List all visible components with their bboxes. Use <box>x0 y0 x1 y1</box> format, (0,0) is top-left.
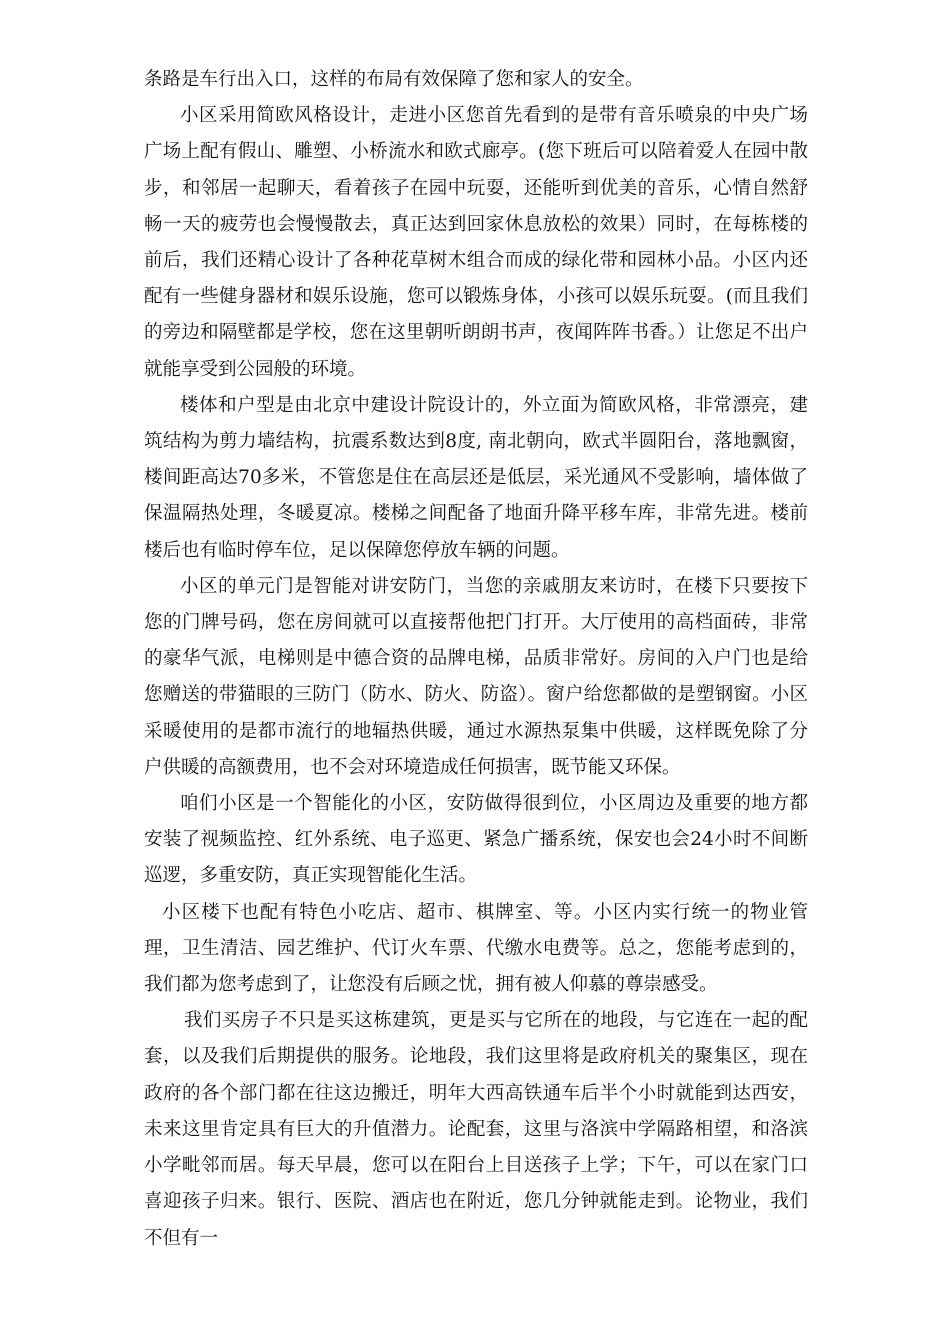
paragraph-building-structure: 楼体和户型是由北京中建设计院设计的，外立面为简欧风格，非常漂亮，建筑结构为剪力墙结构，抗震系数达到8度, 南北朝向，欧式半圆阳台，落地飘窗，楼间距高达70多米，不管您是住在高层还是低层，采光通风不受影响，墙体做了保温隔热处理，冬暖夏凉。楼梯之间配备了地面升降平移车库，非常先进。楼前楼后也有临时停车位，足以保障您停放车辆的问题。 <box>144 394 808 561</box>
paragraph-unit-door-facilities: 小区的单元门是智能对讲安防门，当您的亲戚朋友来访时，在楼下只要按下您的门牌号码，您在房间就可以直接帮他把门打开。大厅使用的高档面砖，非常的豪华气派，电梯则是中德合资的品牌电梯，品质非常好。房间的入户门也是给您赠送的带猫眼的三防门（防水、防火、防盗）。窗户给您都做的是塑钢窗。小区采暖使用的是都市流行的地辐热供暖，通过水源热泵集中供暖，这样既免除了分户供暖的高额费用，也不会对环境造成任何损害，既节能又环保。 <box>144 575 808 778</box>
paragraph-landscape-design: 小区采用简欧风格设计，走进小区您首先看到的是带有音乐喷泉的中央广场广场上配有假山、雕塑、小桥流水和欧式廊亭。(您下班后可以陪着爱人在园中散步，和邻居一起聊天，看着孩子在园中玩耍，还能听到优美的音乐，心情自然舒畅一天的疲劳也会慢慢散去，真正达到回家休息放松的效果）同时，在每栋楼的前后，我们还精心设计了各种花草树木组合而成的绿化带和园林小品。小区内还配有一些健身器材和娱乐设施，您可以锻炼身体，小孩可以娱乐玩耍。(而且我们的旁边和隔壁都是学校，您在这里朝听朗朗书声，夜闻阵阵书香。）让您足不出户就能享受到公园般的环境。 <box>144 105 808 380</box>
document-body <box>144 62 808 1257</box>
paragraph-smart-security: 咱们小区是一个智能化的小区，安防做得很到位，小区周边及重要的地方都安装了视频监控、红外系统、电子巡更、紧急广播系统，保安也会24小时不间断巡逻，多重安防，真正实现智能化生活。 <box>144 793 808 887</box>
paragraph-property-services: 小区楼下也配有特色小吃店、超市、棋牌室、等。小区内实行统一的物业管理，卫生清洁、园艺维护、代订火车票、代缴水电费等。总之，您能考虑到的，我们都为您考虑到了，让您没有后顾之忧，拥有被人仰慕的尊崇感受。 <box>144 901 808 996</box>
paragraph-entrance-continuation: 条路是车行出入口，这样的布局有效保障了您和家人的安全。 <box>144 69 644 90</box>
paragraph-location-value: 我们买房子不只是买这栋建筑，更是买与它所在的地段，与它连在一起的配套，以及我们后期提供的服务。论地段，我们这里将是政府机关的聚集区，现在政府的各个部门都在往这边搬迁，明年大西高铁通车后半个小时就能到达西安，未来这里肯定具有巨大的升值潜力。论配套，这里与洛滨中学隔路相望，和洛滨小学毗邻而居。每天早晨，您可以在阳台上目送孩子上学；下午，可以在家门口喜迎孩子归来。银行、医院、酒店也在附近，您几分钟就能走到。论物业，我们不但有一 <box>144 1010 808 1249</box>
